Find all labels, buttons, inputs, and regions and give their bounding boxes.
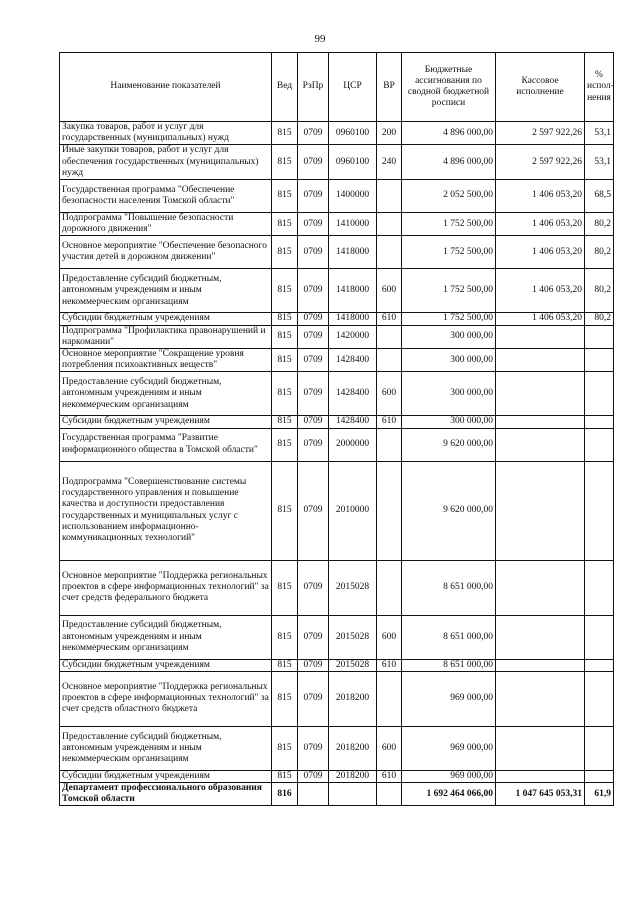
cell-csr: 2015028: [329, 615, 377, 659]
cell-budget: 9 620 000,00: [402, 461, 496, 560]
cell-budget: 300 000,00: [402, 325, 496, 348]
cell-cash: [496, 461, 585, 560]
cell-cash: 2 597 922,26: [496, 122, 585, 145]
cell-csr: [329, 783, 377, 806]
table-row: [60, 145, 614, 180]
cell-pct: 61,9: [585, 783, 614, 806]
cell-ved: 815: [272, 269, 298, 313]
cell-ved: 815: [272, 122, 298, 145]
cell-ved: 815: [272, 461, 298, 560]
cell-budget: 1 752 500,00: [402, 313, 496, 325]
cell-csr: 1420000: [329, 325, 377, 348]
cell-pct: [585, 349, 614, 372]
cell-vr: 240: [377, 145, 402, 180]
cell-csr: 0960100: [329, 122, 377, 145]
cell-csr: 1400000: [329, 180, 377, 213]
cell-name: Предоставление субсидий бюджетным, автономным учреждениям и иным некоммерческим организациям: [60, 372, 272, 416]
cell-rzpr: 0709: [298, 560, 329, 615]
table-header-row: [60, 53, 614, 122]
cell-vr: 600: [377, 726, 402, 770]
cell-ved: 815: [272, 313, 298, 325]
table-row: [60, 236, 614, 269]
table-row: [60, 372, 614, 416]
header-name: Наименование показателей: [60, 53, 272, 122]
cell-pct: 53,1: [585, 122, 614, 145]
cell-name: Предоставление субсидий бюджетным, автономным учреждениям и иным некоммерческим организациям: [60, 615, 272, 659]
cell-cash: 1 406 053,20: [496, 236, 585, 269]
header-csr: ЦСР: [329, 53, 377, 122]
cell-name: Основное мероприятие "Обеспечение безопасного участия детей в дорожном движении": [60, 236, 272, 269]
cell-name: Основное мероприятие "Сокращение уровня потребления психоактивных веществ": [60, 349, 272, 372]
cell-budget: 300 000,00: [402, 416, 496, 428]
cell-ved: 815: [272, 726, 298, 770]
cell-ved: 815: [272, 236, 298, 269]
cell-cash: [496, 325, 585, 348]
cell-vr: 610: [377, 416, 402, 428]
cell-rzpr: 0709: [298, 213, 329, 236]
cell-budget: 8 651 000,00: [402, 560, 496, 615]
table-row: [60, 122, 614, 145]
cell-cash: [496, 770, 585, 782]
cell-name: Субсидии бюджетным учреждениям: [60, 313, 272, 325]
cell-name: Закупка товаров, работ и услуг для государственных (муниципальных) нужд: [60, 122, 272, 145]
cell-ved: 815: [272, 671, 298, 726]
table-row: [60, 349, 614, 372]
cell-name: Предоставление субсидий бюджетным, автономным учреждениям и иным некоммерческим организациям: [60, 269, 272, 313]
cell-vr: 610: [377, 659, 402, 671]
cell-ved: 815: [272, 428, 298, 461]
cell-name: Субсидии бюджетным учреждениям: [60, 659, 272, 671]
cell-vr: 600: [377, 615, 402, 659]
cell-pct: [585, 615, 614, 659]
cell-budget: 8 651 000,00: [402, 615, 496, 659]
cell-rzpr: 0709: [298, 122, 329, 145]
cell-cash: [496, 560, 585, 615]
cell-vr: [377, 236, 402, 269]
cell-pct: [585, 726, 614, 770]
cell-budget: 969 000,00: [402, 770, 496, 782]
table-row: [60, 726, 614, 770]
cell-name: Субсидии бюджетным учреждениям: [60, 770, 272, 782]
cell-vr: [377, 325, 402, 348]
cell-rzpr: [298, 783, 329, 806]
cell-budget: 4 896 000,00: [402, 145, 496, 180]
cell-rzpr: 0709: [298, 236, 329, 269]
table-body: [60, 122, 614, 806]
cell-ved: 815: [272, 615, 298, 659]
budget-table: [59, 52, 614, 806]
cell-cash: 1 406 053,20: [496, 269, 585, 313]
cell-name: Предоставление субсидий бюджетным, автономным учреждениям и иным некоммерческим организациям: [60, 726, 272, 770]
cell-csr: 1418000: [329, 313, 377, 325]
cell-vr: [377, 671, 402, 726]
cell-rzpr: 0709: [298, 145, 329, 180]
cell-ved: 815: [272, 145, 298, 180]
cell-pct: 80,2: [585, 269, 614, 313]
cell-rzpr: 0709: [298, 269, 329, 313]
cell-cash: [496, 372, 585, 416]
cell-vr: 610: [377, 313, 402, 325]
cell-cash: [496, 416, 585, 428]
cell-name: Государственная программа "Обеспечение безопасности населения Томской области": [60, 180, 272, 213]
cell-pct: 80,2: [585, 213, 614, 236]
cell-cash: 1 406 053,20: [496, 180, 585, 213]
cell-csr: 2015028: [329, 560, 377, 615]
cell-ved: 815: [272, 180, 298, 213]
cell-budget: 1 752 500,00: [402, 236, 496, 269]
cell-pct: 68,5: [585, 180, 614, 213]
cell-budget: 1 752 500,00: [402, 213, 496, 236]
cell-cash: 1 047 645 053,31: [496, 783, 585, 806]
header-vr: ВР: [377, 53, 402, 122]
cell-csr: 2018200: [329, 671, 377, 726]
cell-csr: 1418000: [329, 236, 377, 269]
cell-budget: 4 896 000,00: [402, 122, 496, 145]
cell-ved: 815: [272, 560, 298, 615]
cell-pct: [585, 659, 614, 671]
table-row: [60, 180, 614, 213]
header-pct: % испол-нения: [585, 53, 614, 122]
cell-csr: 2000000: [329, 428, 377, 461]
cell-rzpr: 0709: [298, 416, 329, 428]
cell-budget: 300 000,00: [402, 349, 496, 372]
cell-name: Департамент профессионального образования Томской области: [60, 783, 272, 806]
cell-rzpr: 0709: [298, 770, 329, 782]
cell-cash: [496, 428, 585, 461]
cell-cash: [496, 349, 585, 372]
cell-csr: 1428400: [329, 416, 377, 428]
cell-pct: 80,2: [585, 313, 614, 325]
cell-vr: [377, 213, 402, 236]
table-row: [60, 269, 614, 313]
header-rzpr: РзПр: [298, 53, 329, 122]
cell-budget: 8 651 000,00: [402, 659, 496, 671]
cell-rzpr: 0709: [298, 726, 329, 770]
cell-pct: [585, 461, 614, 560]
cell-vr: 600: [377, 372, 402, 416]
cell-cash: 1 406 053,20: [496, 313, 585, 325]
cell-name: Подпрограмма "Совершенствование системы государственного управления и повышение качества и доступности предоставления государственных и муниципальных услуг с использованием информационно-коммуникационных технологий": [60, 461, 272, 560]
cell-pct: [585, 560, 614, 615]
cell-name: Подпрограмма "Профилактика правонарушений и наркомании": [60, 325, 272, 348]
cell-ved: 815: [272, 770, 298, 782]
cell-rzpr: 0709: [298, 659, 329, 671]
cell-ved: 815: [272, 372, 298, 416]
table-row: [60, 671, 614, 726]
cell-csr: 1410000: [329, 213, 377, 236]
cell-cash: 1 406 053,20: [496, 213, 585, 236]
cell-rzpr: 0709: [298, 428, 329, 461]
cell-vr: [377, 428, 402, 461]
cell-rzpr: 0709: [298, 313, 329, 325]
table-row: [60, 416, 614, 428]
table-row: [60, 770, 614, 782]
cell-csr: 1428400: [329, 349, 377, 372]
cell-cash: [496, 659, 585, 671]
cell-ved: 815: [272, 349, 298, 372]
cell-vr: [377, 461, 402, 560]
cell-ved: 815: [272, 659, 298, 671]
cell-rzpr: 0709: [298, 372, 329, 416]
cell-ved: 816: [272, 783, 298, 806]
cell-rzpr: 0709: [298, 461, 329, 560]
cell-vr: 200: [377, 122, 402, 145]
table-row: [60, 659, 614, 671]
table-row: [60, 461, 614, 560]
cell-rzpr: 0709: [298, 671, 329, 726]
cell-vr: 610: [377, 770, 402, 782]
cell-cash: 2 597 922,26: [496, 145, 585, 180]
cell-rzpr: 0709: [298, 615, 329, 659]
cell-pct: [585, 372, 614, 416]
cell-csr: 0960100: [329, 145, 377, 180]
page-number: 99: [314, 33, 326, 45]
cell-cash: [496, 615, 585, 659]
table-row: [60, 615, 614, 659]
header-cash: Кассовое исполнение: [496, 53, 585, 122]
cell-name: Основное мероприятие "Поддержка региональных проектов в сфере информационных технологий" за счет средств федерального бюджета: [60, 560, 272, 615]
cell-budget: 300 000,00: [402, 372, 496, 416]
cell-vr: [377, 180, 402, 213]
cell-name: Субсидии бюджетным учреждениям: [60, 416, 272, 428]
cell-rzpr: 0709: [298, 349, 329, 372]
cell-budget: 2 052 500,00: [402, 180, 496, 213]
cell-vr: [377, 560, 402, 615]
table-row: [60, 325, 614, 348]
cell-budget: 1 752 500,00: [402, 269, 496, 313]
cell-csr: 2010000: [329, 461, 377, 560]
cell-rzpr: 0709: [298, 180, 329, 213]
table-row: [60, 428, 614, 461]
cell-pct: [585, 671, 614, 726]
table-row: [60, 313, 614, 325]
cell-budget: 969 000,00: [402, 726, 496, 770]
cell-pct: 53,1: [585, 145, 614, 180]
cell-pct: [585, 325, 614, 348]
cell-csr: 2018200: [329, 770, 377, 782]
cell-csr: 1418000: [329, 269, 377, 313]
cell-cash: [496, 671, 585, 726]
cell-name: Основное мероприятие "Поддержка региональных проектов в сфере информационных технологий" за счет средств областного бюджета: [60, 671, 272, 726]
cell-ved: 815: [272, 325, 298, 348]
header-budget: Бюджетные ассигнования по сводной бюджетной росписи: [402, 53, 496, 122]
table-row: [60, 560, 614, 615]
cell-budget: 969 000,00: [402, 671, 496, 726]
header-ved: Вед: [272, 53, 298, 122]
cell-budget: 1 692 464 066,00: [402, 783, 496, 806]
cell-name: Подпрограмма "Повышение безопасности дорожного движения": [60, 213, 272, 236]
cell-ved: 815: [272, 416, 298, 428]
cell-budget: 9 620 000,00: [402, 428, 496, 461]
cell-rzpr: 0709: [298, 325, 329, 348]
cell-pct: 80,2: [585, 236, 614, 269]
cell-vr: [377, 349, 402, 372]
cell-name: Иные закупки товаров, работ и услуг для обеспечения государственных (муниципальных) нужд: [60, 145, 272, 180]
cell-cash: [496, 726, 585, 770]
cell-vr: [377, 783, 402, 806]
cell-ved: 815: [272, 213, 298, 236]
cell-csr: 2015028: [329, 659, 377, 671]
cell-name: Государственная программа "Развитие информационного общества в Томской области": [60, 428, 272, 461]
table-row: [60, 783, 614, 806]
table-row: [60, 213, 614, 236]
cell-csr: 2018200: [329, 726, 377, 770]
cell-pct: [585, 416, 614, 428]
cell-csr: 1428400: [329, 372, 377, 416]
cell-pct: [585, 428, 614, 461]
cell-pct: [585, 770, 614, 782]
cell-vr: 600: [377, 269, 402, 313]
